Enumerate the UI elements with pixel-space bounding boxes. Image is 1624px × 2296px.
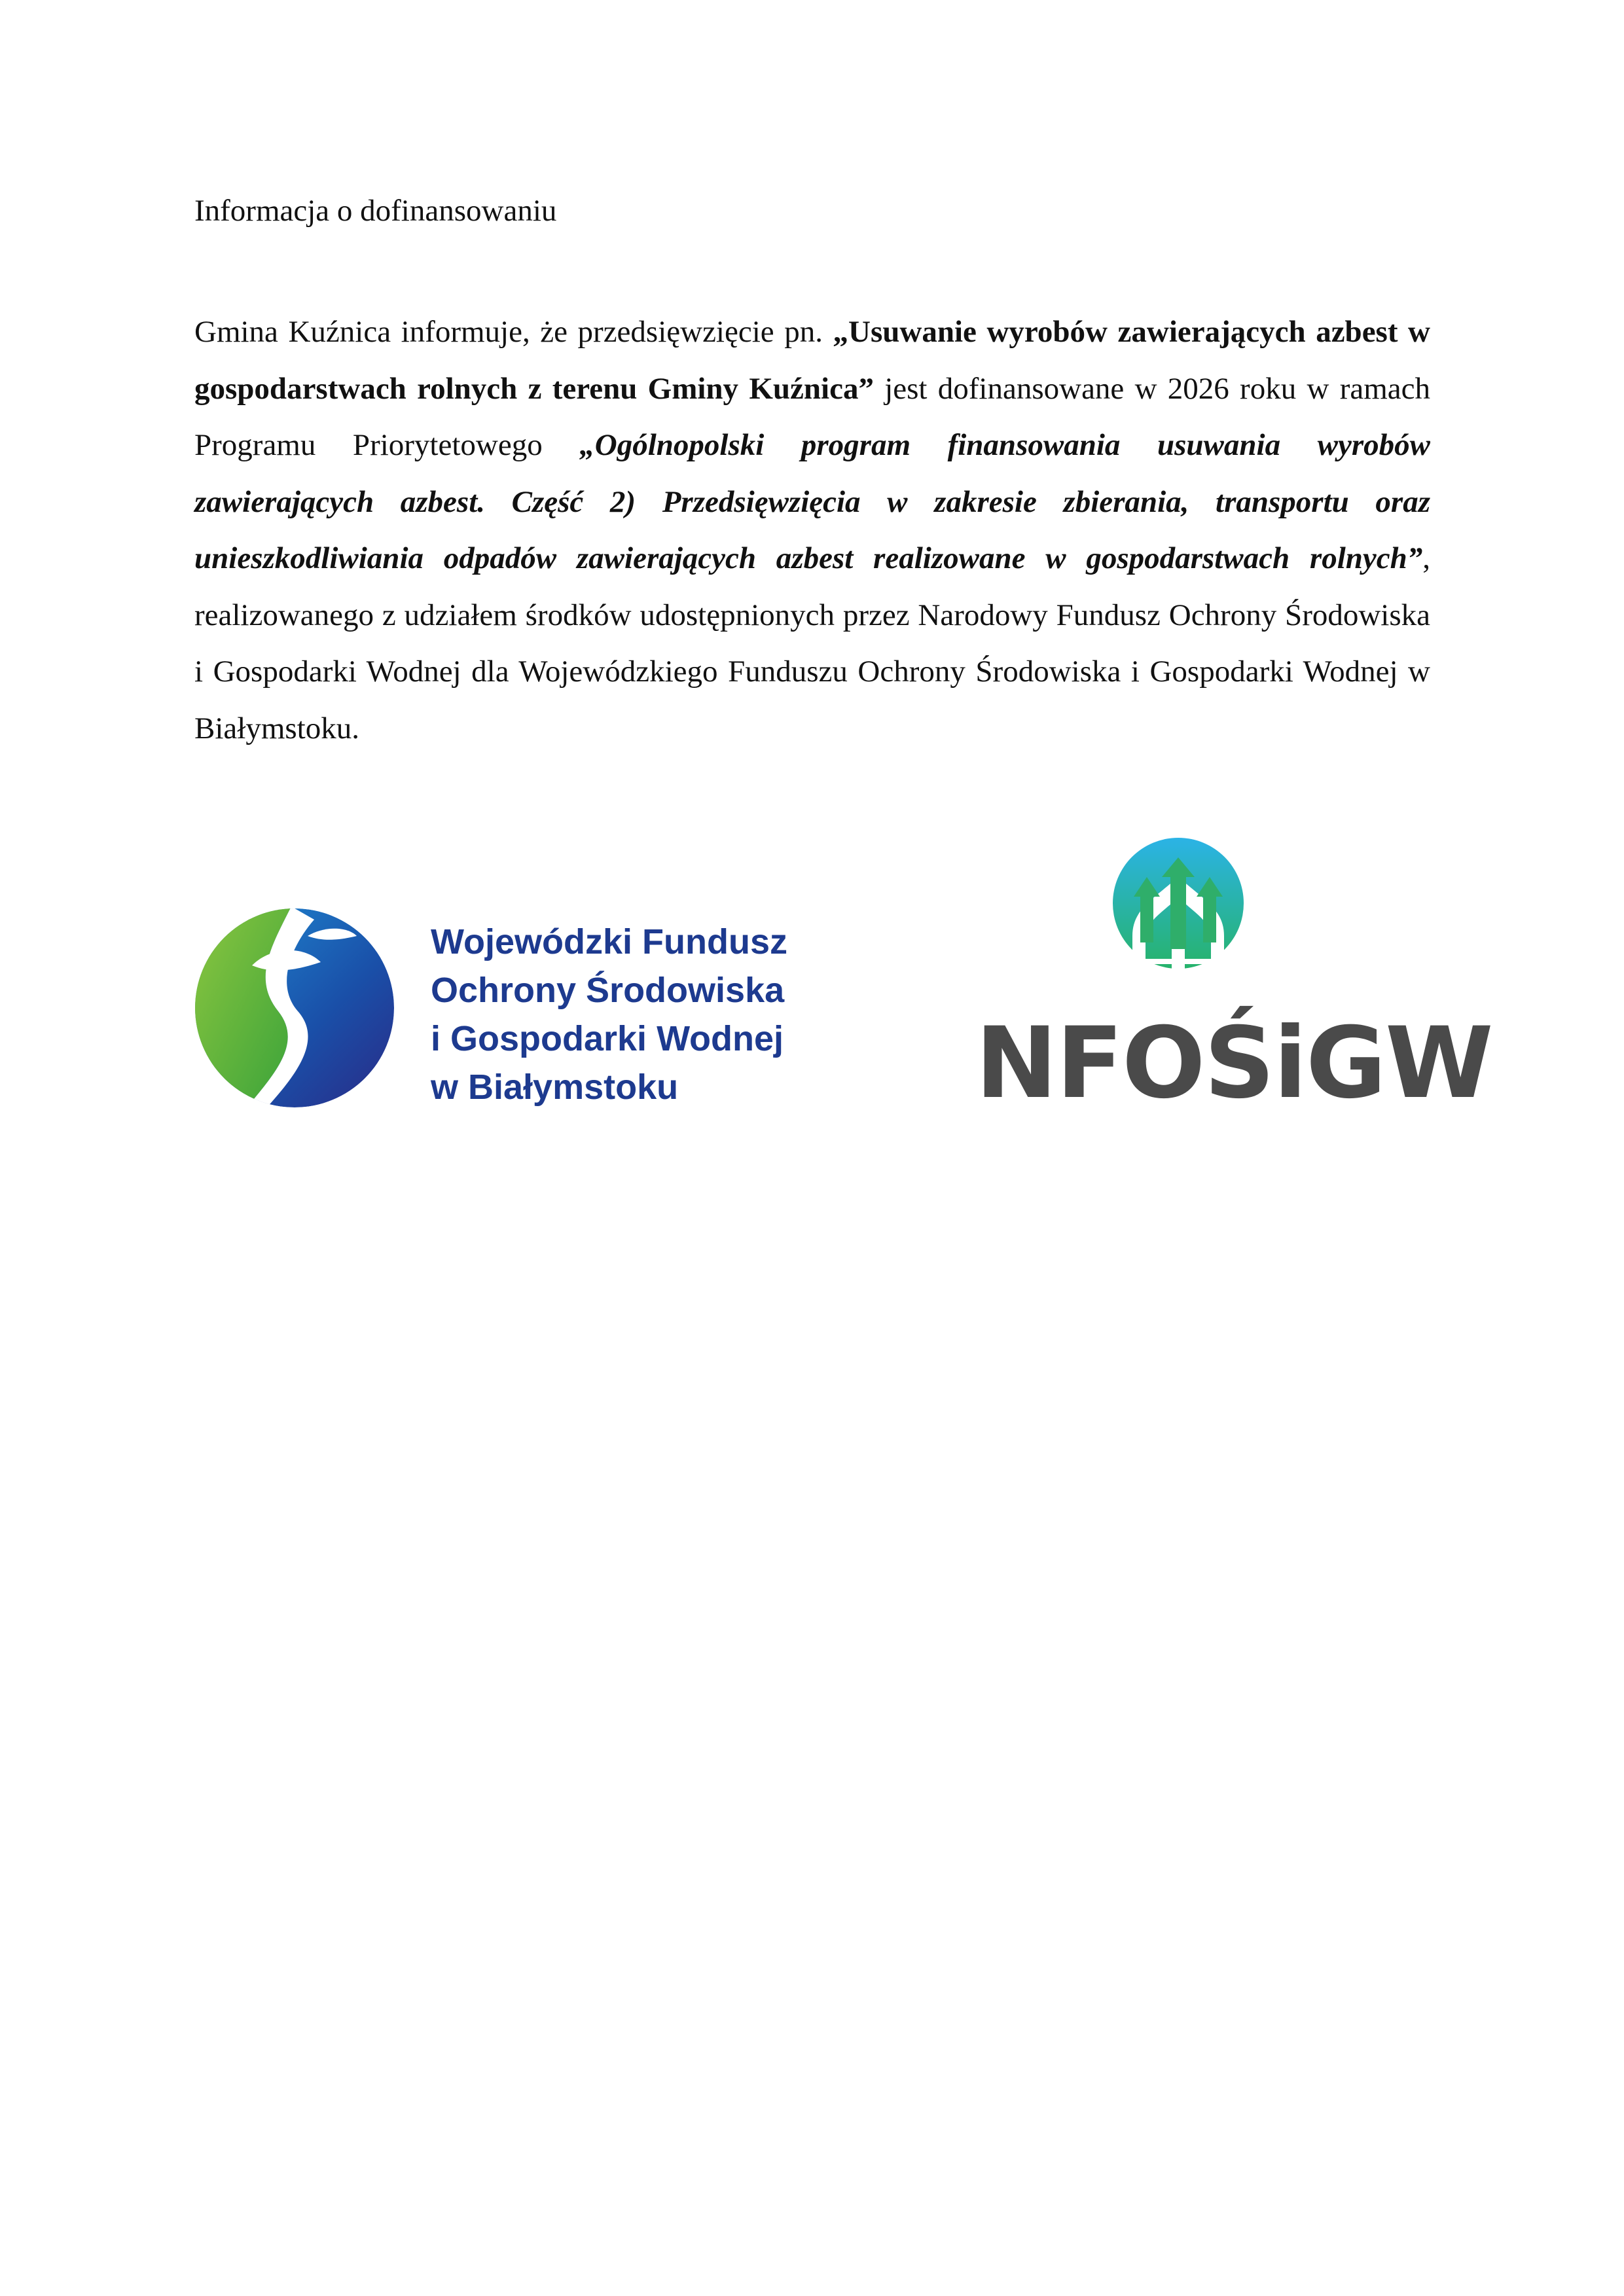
paragraph-intro: Gmina Kuźnica informuje, że przedsięwzięcie pn.: [194, 315, 833, 349]
wfos-name: [431, 918, 787, 1111]
document-heading: Informacja o dofinansowaniu: [194, 194, 557, 228]
paragraph-end: , realizowanego z udziałem środków udostępnionych przez Narodowy Fundusz Ochrony Środowiska i Gospodarki Wodnej dla Wojewódzkiego Funduszu Ochrony Środowiska i Gospodarki Wodnej w Białymstoku.: [194, 541, 1430, 745]
nfos-emblem-icon: [1106, 838, 1250, 982]
wfos-line-1: Wojewódzki Fundusz: [431, 922, 787, 961]
wfos-logo: [190, 903, 844, 1119]
wfos-line-3: i Gospodarki Wodnej: [431, 1019, 784, 1058]
wfos-line-2: Ochrony Środowiska: [431, 971, 785, 1010]
nfos-logo: [975, 838, 1492, 1121]
announcement-paragraph: [194, 304, 1430, 757]
program-title: „Ogólnopolski program finansowania usuwania wyrobów zawierających azbest. Część 2) Przedsięwzięcia w zakresie zbierania, transportu oraz unieszkodliwiania odpadów zawierających azbest realizowane w gospodarstwach rolnych”: [194, 428, 1430, 575]
nfos-wordmark: NFOŚiGW: [975, 1007, 1492, 1121]
paragraph-middle: jest dofinansowane w 2026 roku w ramach Programu Priorytetowego: [194, 371, 1430, 462]
project-title: „Usuwanie wyrobów zawierających azbest w gospodarstwach rolnych z terenu Gminy Kuźnica”: [194, 315, 1430, 406]
wfos-emblem-icon: [193, 906, 396, 1109]
wfos-line-4: w Białymstoku: [431, 1067, 679, 1107]
